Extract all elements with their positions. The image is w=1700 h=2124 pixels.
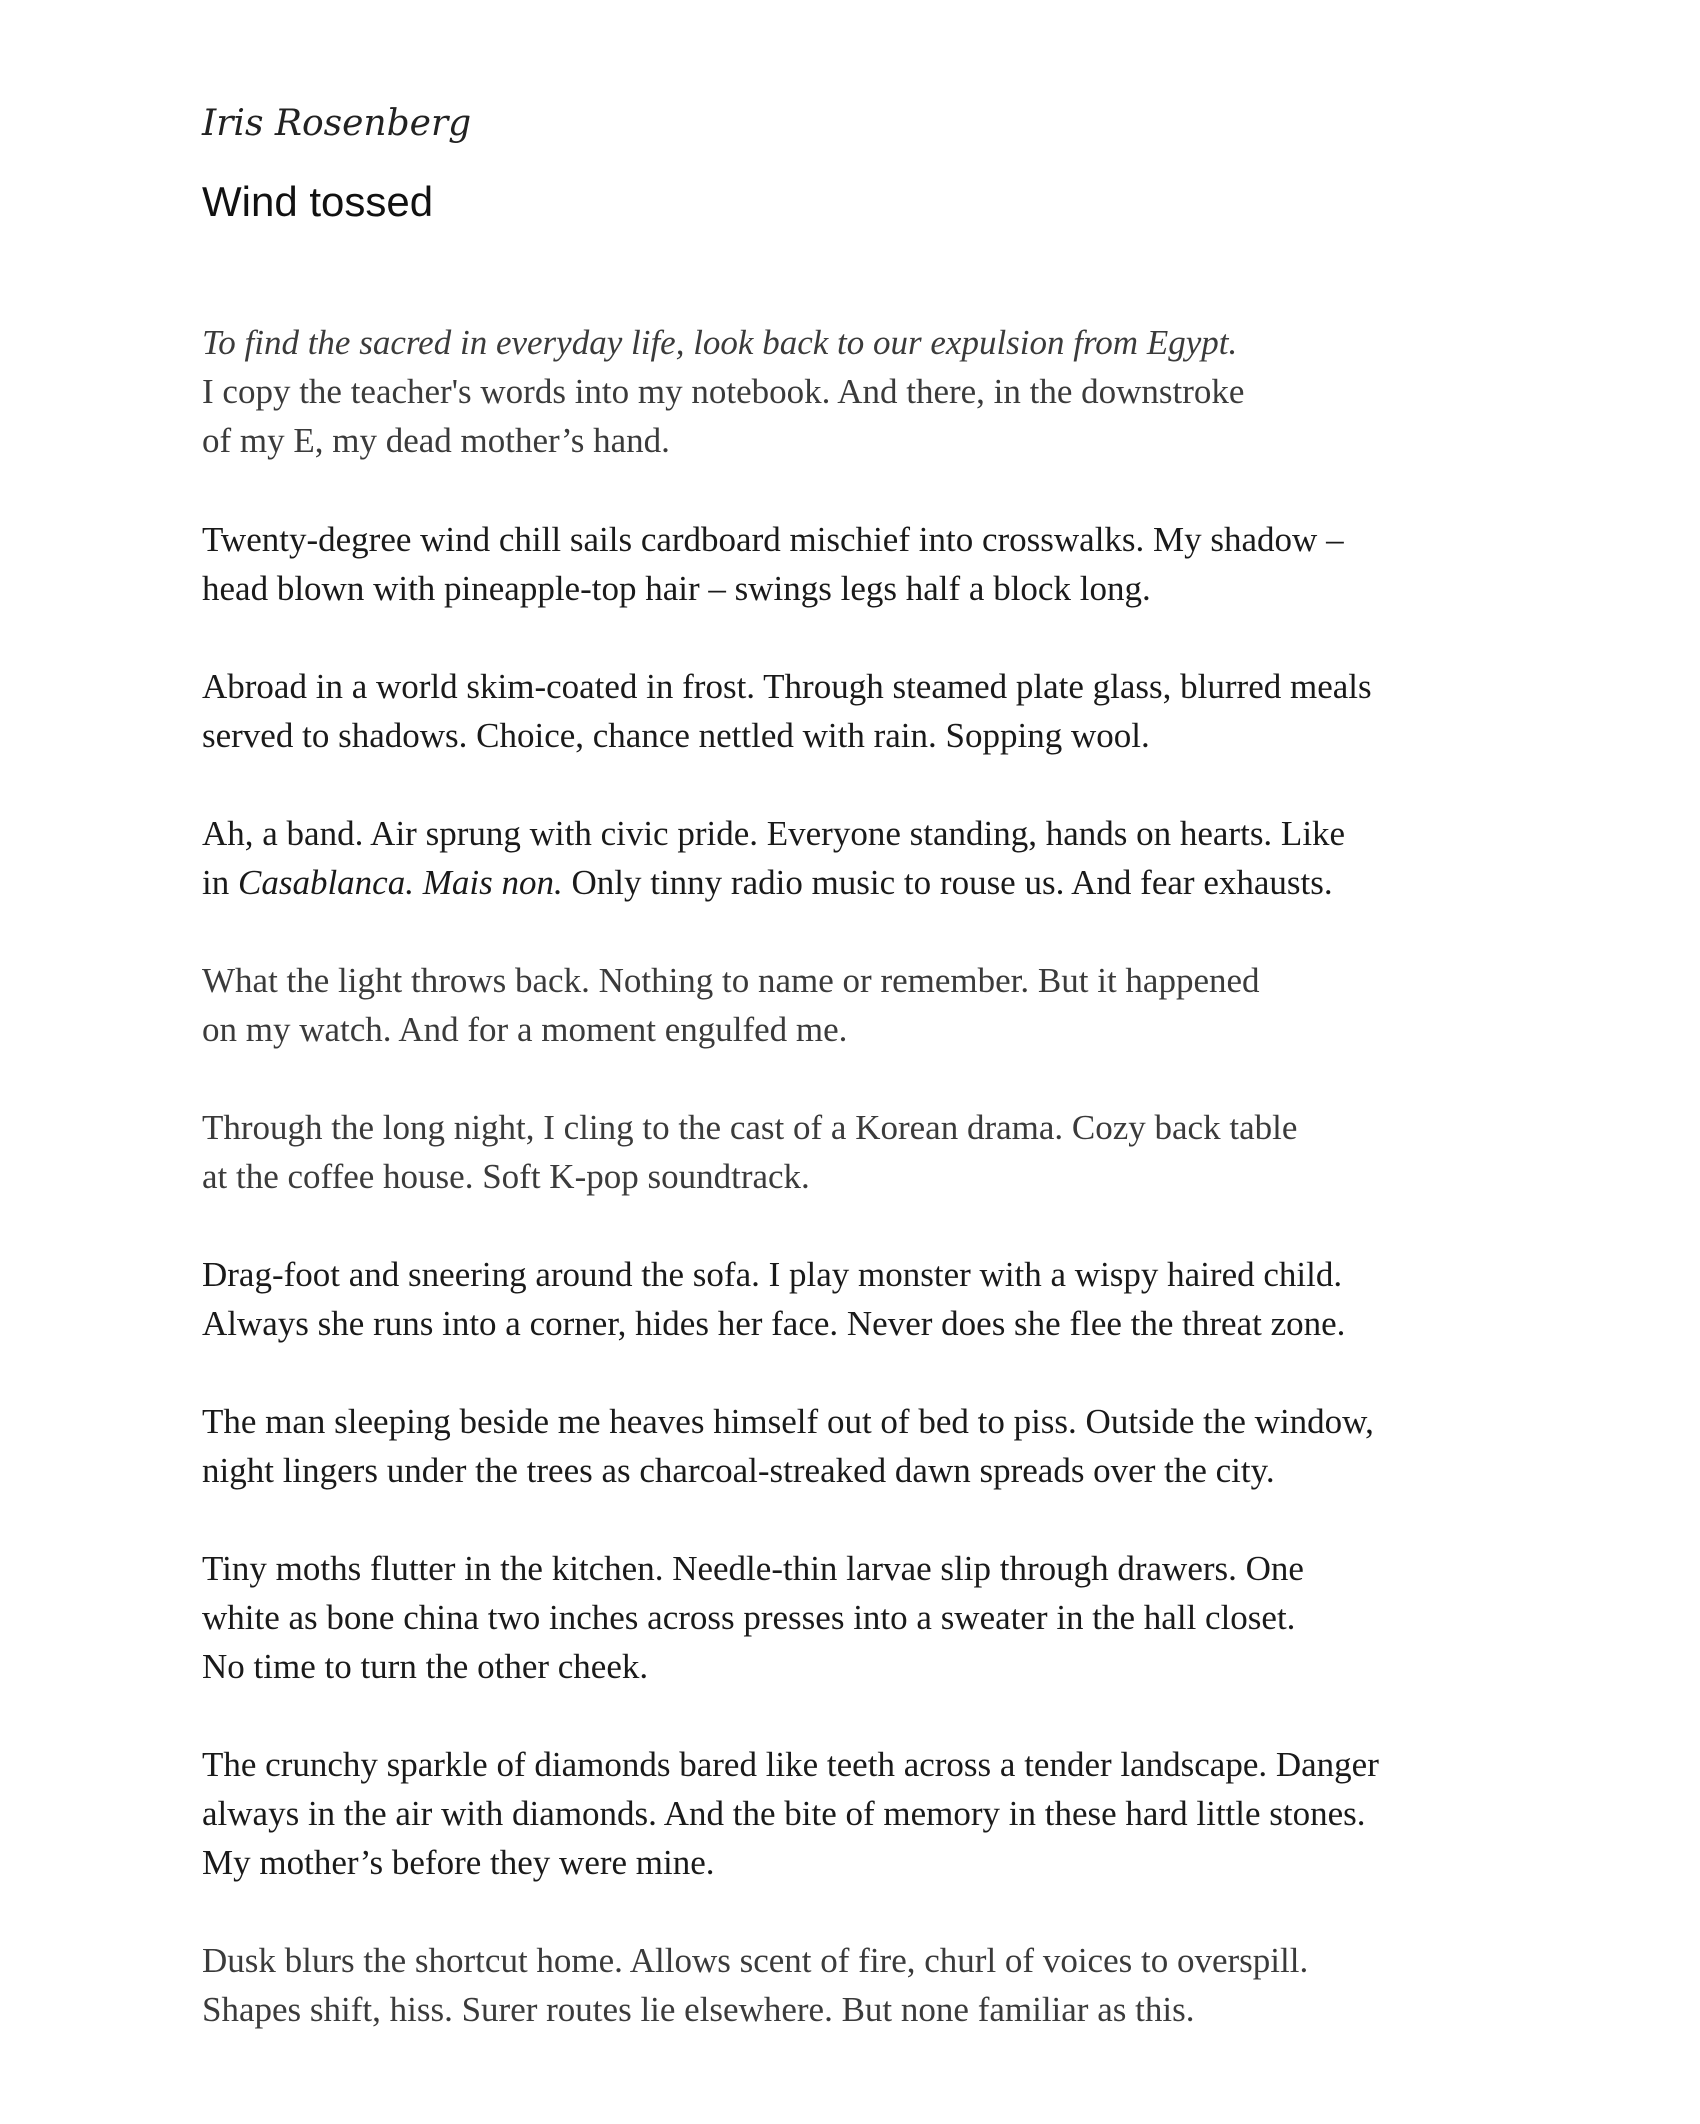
- stanza-1-line-1: To find the sacred in everyday life, look back to our expulsion from Egypt.: [202, 323, 1238, 362]
- stanza-6: [202, 1103, 1532, 1201]
- stanza-4-line-1: Ah, a band. Air sprung with civic pride. Everyone standing, hands on hearts. Like: [202, 814, 1346, 853]
- stanza-1: [202, 318, 1532, 465]
- stanza-11-line-2: Shapes shift, hiss. Surer routes lie elsewhere. But none familiar as this.: [202, 1990, 1195, 2029]
- stanza-4-line-2-italic: Casablanca. Mais non.: [237, 863, 563, 902]
- stanza-8: [202, 1397, 1532, 1495]
- stanza-11: [202, 1936, 1532, 2034]
- stanza-10-line-1: The crunchy sparkle of diamonds bared like teeth across a tender landscape. Danger: [202, 1745, 1379, 1784]
- stanza-10-line-2: always in the air with diamonds. And the bite of memory in these hard little stones.: [202, 1794, 1366, 1833]
- stanza-7-line-2: Always she runs into a corner, hides her face. Never does she flee the threat zone.: [202, 1304, 1346, 1343]
- stanza-3: [202, 662, 1532, 760]
- stanza-6-line-1: Through the long night, I cling to the cast of a Korean drama. Cozy back table: [202, 1108, 1298, 1147]
- stanza-7: [202, 1250, 1532, 1348]
- stanza-10-line-3: My mother’s before they were mine.: [202, 1843, 715, 1882]
- stanza-11-line-1: Dusk blurs the shortcut home. Allows scent of fire, churl of voices to overspill.: [202, 1941, 1309, 1980]
- author-name: Iris Rosenberg: [202, 103, 472, 144]
- stanza-10: [202, 1740, 1532, 1887]
- stanza-2: [202, 515, 1532, 613]
- stanza-3-line-1: Abroad in a world skim-coated in frost. Through steamed plate glass, blurred meals: [202, 667, 1372, 706]
- stanza-5-line-2: on my watch. And for a moment engulfed me.: [202, 1010, 848, 1049]
- stanza-9-line-2: white as bone china two inches across presses into a sweater in the hall closet.: [202, 1598, 1296, 1637]
- stanza-6-line-2: at the coffee house. Soft K-pop soundtrack.: [202, 1157, 810, 1196]
- stanza-4-line-2-suffix: Only tinny radio music to rouse us. And fear exhausts.: [562, 863, 1333, 902]
- stanza-1-line-3: of my E, my dead mother’s hand.: [202, 421, 670, 460]
- stanza-7-line-1: Drag-foot and sneering around the sofa. I play monster with a wispy haired child.: [202, 1255, 1343, 1294]
- stanza-3-line-2: served to shadows. Choice, chance nettled with rain. Sopping wool.: [202, 716, 1150, 755]
- stanza-1-line-2: I copy the teacher's words into my notebook. And there, in the downstroke: [202, 372, 1245, 411]
- stanza-8-line-2: night lingers under the trees as charcoal-streaked dawn spreads over the city.: [202, 1451, 1275, 1490]
- stanza-4-line-2-prefix: in: [202, 863, 238, 902]
- stanza-4: [202, 809, 1532, 907]
- stanza-9-line-3: No time to turn the other cheek.: [202, 1647, 649, 1686]
- stanza-8-line-1: The man sleeping beside me heaves himself out of bed to piss. Outside the window,: [202, 1402, 1374, 1441]
- stanza-9: [202, 1544, 1532, 1691]
- poem-title: Wind tossed: [202, 178, 434, 225]
- stanza-4-line-2: [202, 858, 1532, 907]
- stanza-5: [202, 956, 1532, 1054]
- stanza-9-line-1: Tiny moths flutter in the kitchen. Needle-thin larvae slip through drawers. One: [202, 1549, 1304, 1588]
- stanza-5-line-1: What the light throws back. Nothing to name or remember. But it happened: [202, 961, 1260, 1000]
- stanza-2-line-1: Twenty-degree wind chill sails cardboard mischief into crosswalks. My shadow –: [202, 520, 1344, 559]
- stanza-2-line-2: head blown with pineapple-top hair – swings legs half a block long.: [202, 569, 1151, 608]
